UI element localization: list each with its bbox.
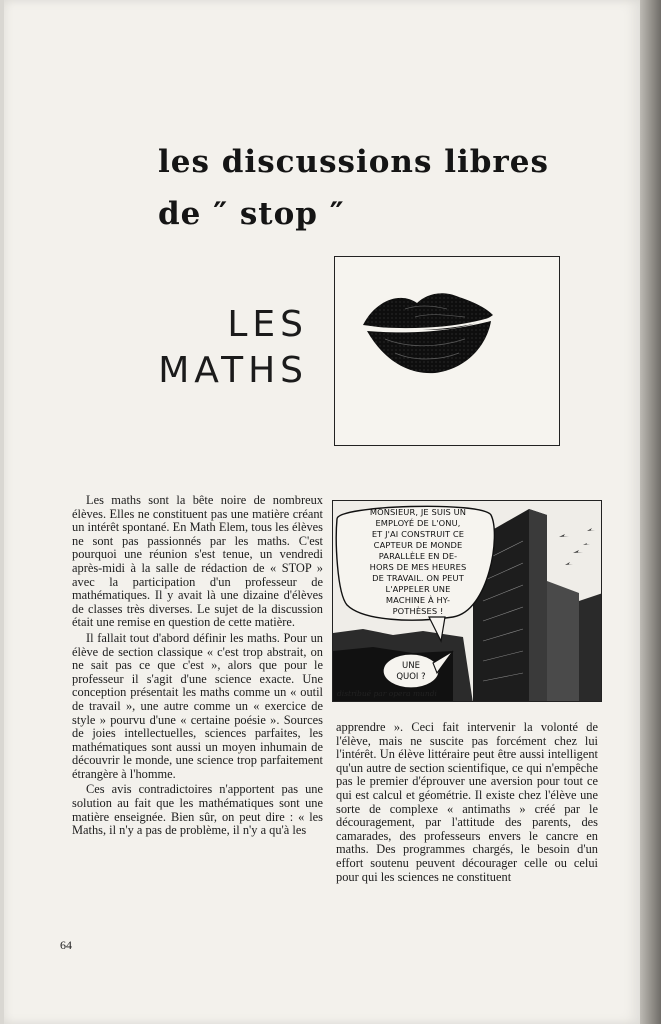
article-title	[158, 136, 598, 240]
body-column-left	[72, 494, 323, 840]
comic-speech-main: MONSIEUR, JE SUIS UN EMPLOYÉ DE L'ONU, ET J'AI CONSTRUIT CE CAPTEUR DE MONDE PARALLÈLE EN DE- HORS DE MES HEURES DE TRAVAIL. ON PEUT L'APPELER UNE MACHINE À HY- POTHÈSES !	[369, 507, 467, 616]
comic-credit: distribué par opera mundi	[337, 689, 437, 698]
page-number: 64	[60, 938, 72, 952]
comic-speech-reply: UNE QUOI ?	[396, 661, 426, 682]
section-heading-line-1: LES	[227, 304, 308, 345]
body-column-right	[336, 721, 598, 886]
comic-strip-illustration	[332, 500, 602, 702]
lips-illustration	[355, 273, 505, 393]
paragraph: Ces avis contradictoires n'apportent pas une solution au fait que les mathématiques sont une matière enseignée. Bien sûr, on peut dire : « les Maths, il n'y a pas de problème, il n'y a qu'à les	[72, 782, 323, 838]
section-heading	[140, 302, 308, 394]
article-title-line-2: de ″ stop ″	[158, 196, 345, 232]
paragraph: Les maths sont la bête noire de nombreux élèves. Elles ne constituent pas une matière créant un intérêt spontané. En Math Elem, tous les élèves ne sont pas passionnés par les maths. C'est pourquoi une réunion s'est tenue, un vendredi après-midi à la salle de rédaction de « STOP » avec la participation d'un professeur de mathématiques. Il y avait là une dizaine d'élèves de classes très diverses. Le sujet de la discussion était une remise en question de cette matière.	[72, 493, 323, 630]
lips-illustration-frame	[334, 256, 560, 446]
section-heading-line-2: MATHS	[158, 350, 308, 391]
page-edge	[640, 0, 661, 1024]
article-title-line-1: les discussions libres	[158, 144, 549, 180]
paragraph: apprendre ». Ceci fait intervenir la volonté de l'élève, mais ne suscite pas forcément chez lui l'intérêt. Un élève littéraire peut être aussi intelligent qu'un autre de section scientifique, ce qui n'empêche pas le premier d'éprouver une aversion pour tout ce qui est calcul et géométrie. Il existe chez l'élève une sorte de complexe « antimaths » créé par le découragement, par l'attitude des parents, des camarades, des professeurs envers le cancre en maths. Des programmes chargés, le besoin d'un effort soutenu peuvent décourager celle ou celui pour qui les sciences ne constituent	[336, 720, 598, 884]
paragraph: Il fallait tout d'abord définir les maths. Pour un élève de section classique « c'est trop abstrait, on ne sait pas ce que c'est », alors que pour le professeur il s'agit d'une science exacte. Une conception présentait les maths comme un « outil de travail », une autre comme un « exercice de style » pourvu d'une « certaine poésie ». Sources de joies intellectuelles, sciences parfaites, les mathématiques sont aussi un moyen inhumain de découvrir le monde, une science trop parfaitement étrangère à l'homme.	[72, 630, 323, 781]
